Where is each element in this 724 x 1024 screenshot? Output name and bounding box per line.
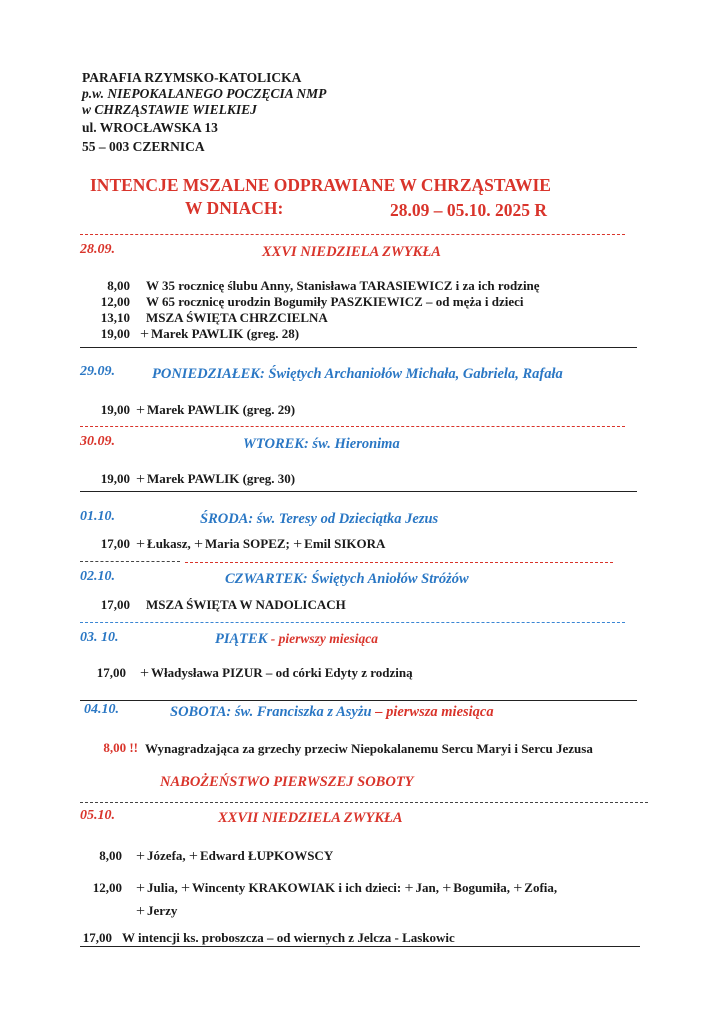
mass-intention: MSZA ŚWIĘTA CHRZCIELNA — [146, 310, 328, 325]
cross-icon: + — [136, 471, 146, 488]
day-divider — [80, 622, 625, 623]
cross-icon: + — [140, 665, 150, 682]
day-title: CZWARTEK: Świętych Aniołów Stróżów — [225, 571, 469, 587]
mass-time: 17,00 — [100, 536, 130, 551]
mass-time: 8,00 — [99, 848, 122, 863]
parish-patron: p.w. NIEPOKALANEGO POCZĘCIA NMP — [82, 86, 327, 101]
parish-location: w CHRZĄSTAWIE WIELKIEJ — [82, 102, 257, 117]
day-title: PONIEDZIAŁEK: Świętych Archaniołów Michała, Gabriela, Rafała — [152, 366, 563, 382]
mass-intention: + Julia, + Wincenty KRAKOWIAK i ich dzieci: + Jan, + Bogumiła, + Zofia, — [136, 880, 558, 897]
mass-time: 19,00 — [100, 326, 130, 341]
parish-street: ul. WROCŁAWSKA 13 — [82, 120, 218, 135]
mass-time: 17,00 — [96, 665, 126, 680]
day-date: 01.10. — [80, 509, 115, 524]
mass-time: 17,00 — [100, 597, 130, 612]
cross-icon: + — [181, 880, 191, 897]
day-divider — [80, 561, 180, 562]
mass-time: 8,00 !! — [103, 740, 138, 755]
mass-intention: + Marek PAWLIK (greg. 30) — [136, 471, 296, 488]
mass-intention: + Marek PAWLIK (greg. 29) — [136, 402, 296, 419]
day-date: 05.10. — [80, 808, 115, 823]
mass-time: 17,00 — [82, 930, 112, 945]
title-dates-label: W DNIACH: — [185, 198, 284, 218]
day-title: ŚRODA: św. Teresy od Dzieciątka Jezus — [200, 511, 439, 527]
cross-icon: + — [404, 880, 414, 897]
cross-icon: + — [136, 536, 146, 553]
cross-icon: + — [513, 880, 523, 897]
cross-icon: + — [188, 848, 198, 865]
document-title: INTENCJE MSZALNE ODPRAWIANE W CHRZĄSTAWIE — [90, 175, 551, 195]
mass-intention: + Władysława PIZUR – od córki Edyty z rodziną — [140, 665, 413, 682]
mass-intention: W intencji ks. proboszcza – od wiernych z Jelcza - Laskowic — [122, 930, 455, 945]
day-date: 30.09. — [80, 434, 115, 449]
day-date: 28.09. — [80, 242, 115, 257]
first-saturday-service: NABOŻEŃSTWO PIERWSZEJ SOBOTY — [160, 774, 414, 790]
parish-name: PARAFIA RZYMSKO-KATOLICKA — [82, 70, 302, 85]
mass-intention: Wynagradzająca za grzechy przeciw Niepokalanemu Sercu Maryi i Sercu Jezusa — [145, 741, 593, 756]
cross-icon: + — [136, 848, 146, 865]
day-divider — [80, 946, 640, 947]
day-divider — [80, 700, 637, 701]
title-divider — [80, 234, 625, 235]
cross-icon: + — [194, 536, 204, 553]
mass-time: 12,00 — [92, 880, 122, 895]
day-title: PIĄTEK - pierwszy miesiąca — [215, 631, 378, 647]
mass-time: 19,00 — [100, 402, 130, 417]
mass-intention: MSZA ŚWIĘTA W NADOLICACH — [146, 597, 346, 612]
mass-time: 19,00 — [100, 471, 130, 486]
cross-icon: + — [293, 536, 303, 553]
cross-icon: + — [136, 402, 146, 419]
mass-intention: + Marek PAWLIK (greg. 28) — [140, 326, 300, 343]
day-title: WTOREK: św. Hieronima — [243, 436, 400, 452]
mass-time: 12,00 — [100, 294, 130, 309]
mass-intention: W 65 rocznicę urodzin Bogumiły PASZKIEWICZ – od męża i dzieci — [146, 294, 524, 309]
parish-postal: 55 – 003 CZERNICA — [82, 139, 205, 154]
cross-icon: + — [136, 903, 146, 920]
cross-icon: + — [136, 880, 146, 897]
mass-time: 8,00 — [107, 278, 130, 293]
day-divider — [80, 802, 648, 803]
day-divider — [80, 347, 637, 348]
day-title: XXVI NIEDZIELA ZWYKŁA — [262, 244, 441, 260]
mass-intention-continued: + Jerzy — [136, 903, 178, 920]
day-divider — [80, 491, 637, 492]
cross-icon: + — [140, 326, 150, 343]
title-date-range: 28.09 – 05.10. 2025 R — [390, 200, 548, 220]
mass-intention: + Józefa, + Edward ŁUPKOWSCY — [136, 848, 334, 865]
day-date: 29.09. — [80, 364, 115, 379]
day-title: XXVII NIEDZIELA ZWYKŁA — [218, 810, 403, 826]
day-date: 04.10. — [84, 702, 119, 717]
day-divider — [185, 562, 613, 563]
cross-icon: + — [442, 880, 452, 897]
day-divider — [80, 426, 625, 427]
day-date: 02.10. — [80, 569, 115, 584]
day-title: SOBOTA: św. Franciszka z Asyżu – pierwsza miesiąca — [170, 704, 494, 720]
day-date: 03. 10. — [80, 630, 119, 645]
mass-time: 13,10 — [100, 310, 130, 325]
mass-intention: + Łukasz, + Maria SOPEZ; + Emil SIKORA — [136, 536, 386, 553]
mass-intention: W 35 rocznicę ślubu Anny, Stanisława TARASIEWICZ i za ich rodzinę — [146, 278, 540, 293]
